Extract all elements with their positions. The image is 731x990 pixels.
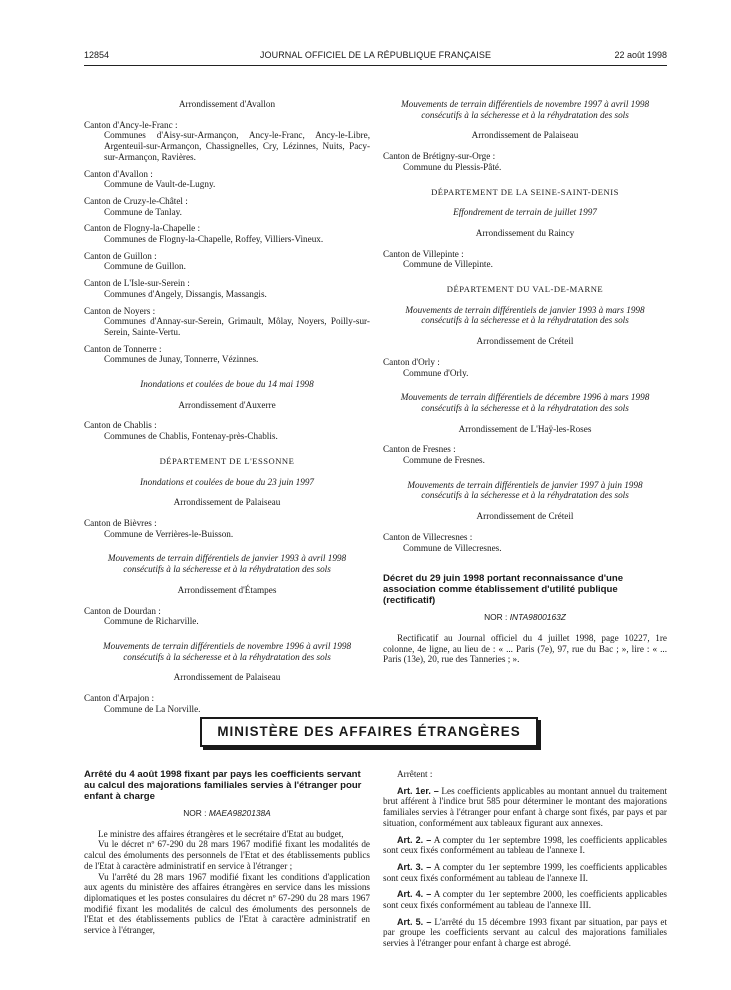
canton-heading: Canton de Villecresnes : xyxy=(383,531,473,542)
arrete-left-column xyxy=(84,769,370,936)
ministry-title: MINISTÈRE DES AFFAIRES ÉTRANGÈRES xyxy=(217,724,521,739)
commune-list: Commune de Fresnes. xyxy=(403,455,485,466)
article-2 xyxy=(383,835,667,856)
commune-list: Communes d'Angely, Dissangis, Massangis. xyxy=(104,288,267,299)
page-number: 12854 xyxy=(84,50,110,60)
arrondissement-heading: Arrondissement de Palaiseau xyxy=(471,130,579,141)
canton-heading: Canton de Dourdan : xyxy=(84,605,161,616)
canton-heading: Canton d'Avallon : xyxy=(84,168,153,179)
arrondissement-heading: Arrondissement de Créteil xyxy=(476,511,574,522)
article-4 xyxy=(383,889,667,910)
nor-label: NOR : xyxy=(484,612,508,623)
canton-heading: Canton de Cruzy-le-Châtel : xyxy=(84,195,188,206)
commune-list: Commune de Richarville. xyxy=(104,616,199,627)
article-3 xyxy=(383,862,667,883)
arrondissement-heading: Arrondissement de Palaiseau xyxy=(173,497,281,508)
arrete-arretent: Arrêtent : xyxy=(397,769,433,779)
commune-list: Commune d'Orly. xyxy=(403,367,469,378)
event-heading: Inondations et coulées de boue du 14 mai 1998 xyxy=(140,379,314,390)
arrete-paragraph: Vu l'arrêté du 28 mars 1967 modifié fixant les conditions d'application aux agents du ministère des affaires étrangères en service dans les missions diplomatiques et les postes consulaires du décret nº 67-290 du 28 mars 1967 modifié fixant les modalités de calcul des émoluments des personnels de l'Etat et des établissements publics de l'Etat à caractère administratif en service à l'étranger, xyxy=(84,871,370,936)
issue-date: 22 août 1998 xyxy=(614,50,667,60)
commune-list: Communes d'Annay-sur-Serein, Grimault, Môlay, Noyers, Poilly-sur-Serein, Sainte-Vertu. xyxy=(104,316,370,337)
arrete-nor xyxy=(84,808,370,819)
left-column xyxy=(84,99,370,714)
arrondissement-heading: Arrondissement de Palaiseau xyxy=(173,672,281,683)
commune-list: Commune de Tanlay. xyxy=(104,206,182,217)
commune-list: Commune de Villepinte. xyxy=(403,259,493,270)
commune-list: Communes de Flogny-la-Chapelle, Roffey, Villiers-Vineux. xyxy=(104,234,324,245)
event-heading: Mouvements de terrain différentiels de janvier 1993 à mars 1998 consécutifs à la sécheresse et à la réhydratation des sols xyxy=(405,304,645,326)
canton-heading: Canton de L'Isle-sur-Serein : xyxy=(84,278,190,289)
page-header xyxy=(84,50,667,64)
article-label: Art. 1er. – xyxy=(397,785,439,796)
arrondissement-heading: Arrondissement d'Étampes xyxy=(177,584,277,595)
article-label: Art. 3. – xyxy=(397,861,432,872)
article-text: Les coefficients applicables au montant annuel du traitement brut afférent à l'indice brut 585 pour déterminer le montant des majorations familiales servies à l'étranger pour enfant à charge sont fixés, par pays et par situation, conformément aux tableaux figurant aux annexes. xyxy=(383,785,668,828)
canton-heading: Canton d'Ancy-le-Franc : xyxy=(84,119,178,130)
canton-heading: Canton de Villepinte : xyxy=(383,248,464,259)
commune-list: Communes d'Aisy-sur-Armançon, Ancy-le-Franc, Ancy-le-Libre, Argenteuil-sur-Armançon, Chassignelles, Cry, Lézinnes, Nuits, Pacy-sur-Armançon, Ravières. xyxy=(104,130,370,162)
arrete-paragraph: Le ministre des affaires étrangères et le secrétaire d'Etat au budget, xyxy=(98,828,344,839)
event-heading: Effondrement de terrain de juillet 1997 xyxy=(453,207,597,218)
canton-heading: Canton d'Orly : xyxy=(383,356,440,367)
nor-code: MAEA9820138A xyxy=(208,808,271,818)
decree-nor xyxy=(383,612,667,623)
canton-heading: Canton de Chablis : xyxy=(84,420,157,431)
arrondissement-heading: Arrondissement de L'Haÿ-les-Roses xyxy=(458,423,592,434)
article-5 xyxy=(383,917,667,949)
article-text: A compter du 1er septembre 2000, les coefficients applicables sont ceux fixés conformément au tableau de l'annexe III. xyxy=(383,889,668,911)
canton-heading: Canton de Noyers : xyxy=(84,305,156,316)
canton-heading: Canton de Guillon : xyxy=(84,250,157,261)
journal-title: JOURNAL OFFICIEL DE LA RÉPUBLIQUE FRANÇAISE xyxy=(259,50,492,60)
department-heading: DÉPARTEMENT DU VAL-DE-MARNE xyxy=(446,284,604,295)
article-label: Art. 5. – xyxy=(397,916,432,927)
commune-list: Commune de Verrières-le-Buisson. xyxy=(104,528,234,539)
decree-body: Rectificatif au Journal officiel du 4 juillet 1998, page 10227, 1re colonne, 4e ligne, au lieu de : « ... Paris (7e), 97, rue du Bac ; », lire : « ... Paris (13e), 20, rue des Tanneries ; ». xyxy=(383,632,667,665)
arrondissement-heading: Arrondissement d'Auxerre xyxy=(178,399,276,410)
arrondissement-heading: Arrondissement du Raincy xyxy=(475,227,575,238)
event-heading: Mouvements de terrain différentiels de janvier 1997 à juin 1998 consécutifs à la sécheresse et à la réhydratation des sols xyxy=(407,479,643,501)
canton-heading: Canton de Brétigny-sur-Orge : xyxy=(383,151,496,162)
article-text: A compter du 1er septembre 1999, les coefficients applicables sont ceux fixés conformément au tableau de l'annexe II. xyxy=(383,861,668,883)
nor-code: INTA9800163Z xyxy=(509,612,566,623)
department-heading: DÉPARTEMENT DE LA SEINE-SAINT-DENIS xyxy=(431,186,619,197)
commune-list: Commune de Guillon. xyxy=(104,261,186,272)
decree-title: Décret du 29 juin 1998 portant reconnaissance d'une association comme établissement d'utilité publique (rectificatif) xyxy=(383,573,624,607)
event-heading: Mouvements de terrain différentiels de novembre 1996 à avril 1998 consécutifs à la sécheresse et à la réhydratation des sols xyxy=(102,640,352,662)
department-heading: DÉPARTEMENT DE L'ESSONNE xyxy=(159,455,295,466)
canton-heading: Canton d'Arpajon : xyxy=(84,693,155,704)
canton-heading: Canton de Fresnes : xyxy=(383,444,456,455)
commune-list: Commune de Villecresnes. xyxy=(403,542,502,553)
article-label: Art. 2. – xyxy=(397,834,432,845)
event-heading: Mouvements de terrain différentiels de novembre 1997 à avril 1998 consécutifs à la sécheresse et à la réhydratation des sols xyxy=(400,99,650,120)
article-1 xyxy=(383,786,667,829)
header-rule xyxy=(84,65,667,66)
commune-list: Commune de La Norville. xyxy=(104,703,201,714)
arrete-title: Arrêté du 4 août 1998 fixant par pays les coefficients servant au calcul des majorations familiales servies à l'étranger pour enfant à charge xyxy=(84,769,362,802)
commune-list: Commune du Plessis-Pâté. xyxy=(403,161,502,172)
right-column xyxy=(383,99,667,665)
event-heading: Mouvements de terrain différentiels de décembre 1996 à mars 1998 consécutifs à la sécheresse et à la réhydratation des sols xyxy=(400,392,650,413)
canton-heading: Canton de Bièvres : xyxy=(84,517,157,528)
event-heading: Inondations et coulées de boue du 23 juin 1997 xyxy=(139,476,315,487)
nor-label: NOR : xyxy=(183,808,207,818)
canton-heading: Canton de Flogny-la-Chapelle : xyxy=(84,223,201,234)
arrete-paragraph: Vu le décret nº 67-290 du 28 mars 1967 modifié fixant les modalités de calcul des émoluments des personnels de l'Etat et des établissements publics de l'Etat à caractère administratif en service à l'étranger ; xyxy=(84,839,370,871)
article-label: Art. 4. – xyxy=(397,889,432,900)
arrondissement-heading: Arrondissement de Créteil xyxy=(476,336,574,347)
arrete-right-column xyxy=(383,769,667,949)
commune-list: Communes de Junay, Tonnerre, Vézinnes. xyxy=(104,354,259,365)
article-text: L'arrêté du 15 décembre 1993 fixant par situation, par pays et par groupe les coefficients servant au calcul des majorations familiales servies à l'étranger pour enfant à charge est abrogé. xyxy=(383,916,668,949)
commune-list: Commune de Vault-de-Lugny. xyxy=(104,179,216,190)
commune-list: Communes de Chablis, Fontenay-près-Chablis. xyxy=(104,431,278,442)
event-heading: Mouvements de terrain différentiels de janvier 1993 à avril 1998 consécutifs à la sécheresse et à la réhydratation des sols xyxy=(107,553,347,575)
canton-heading: Canton de Tonnerre : xyxy=(84,343,162,354)
ministry-heading-box xyxy=(200,717,538,747)
article-text: A compter du 1er septembre 1998, les coefficients applicables sont ceux fixés conformément au tableau de l'annexe I. xyxy=(383,834,668,856)
arrondissement-heading: Arrondissement d'Avallon xyxy=(178,99,276,109)
